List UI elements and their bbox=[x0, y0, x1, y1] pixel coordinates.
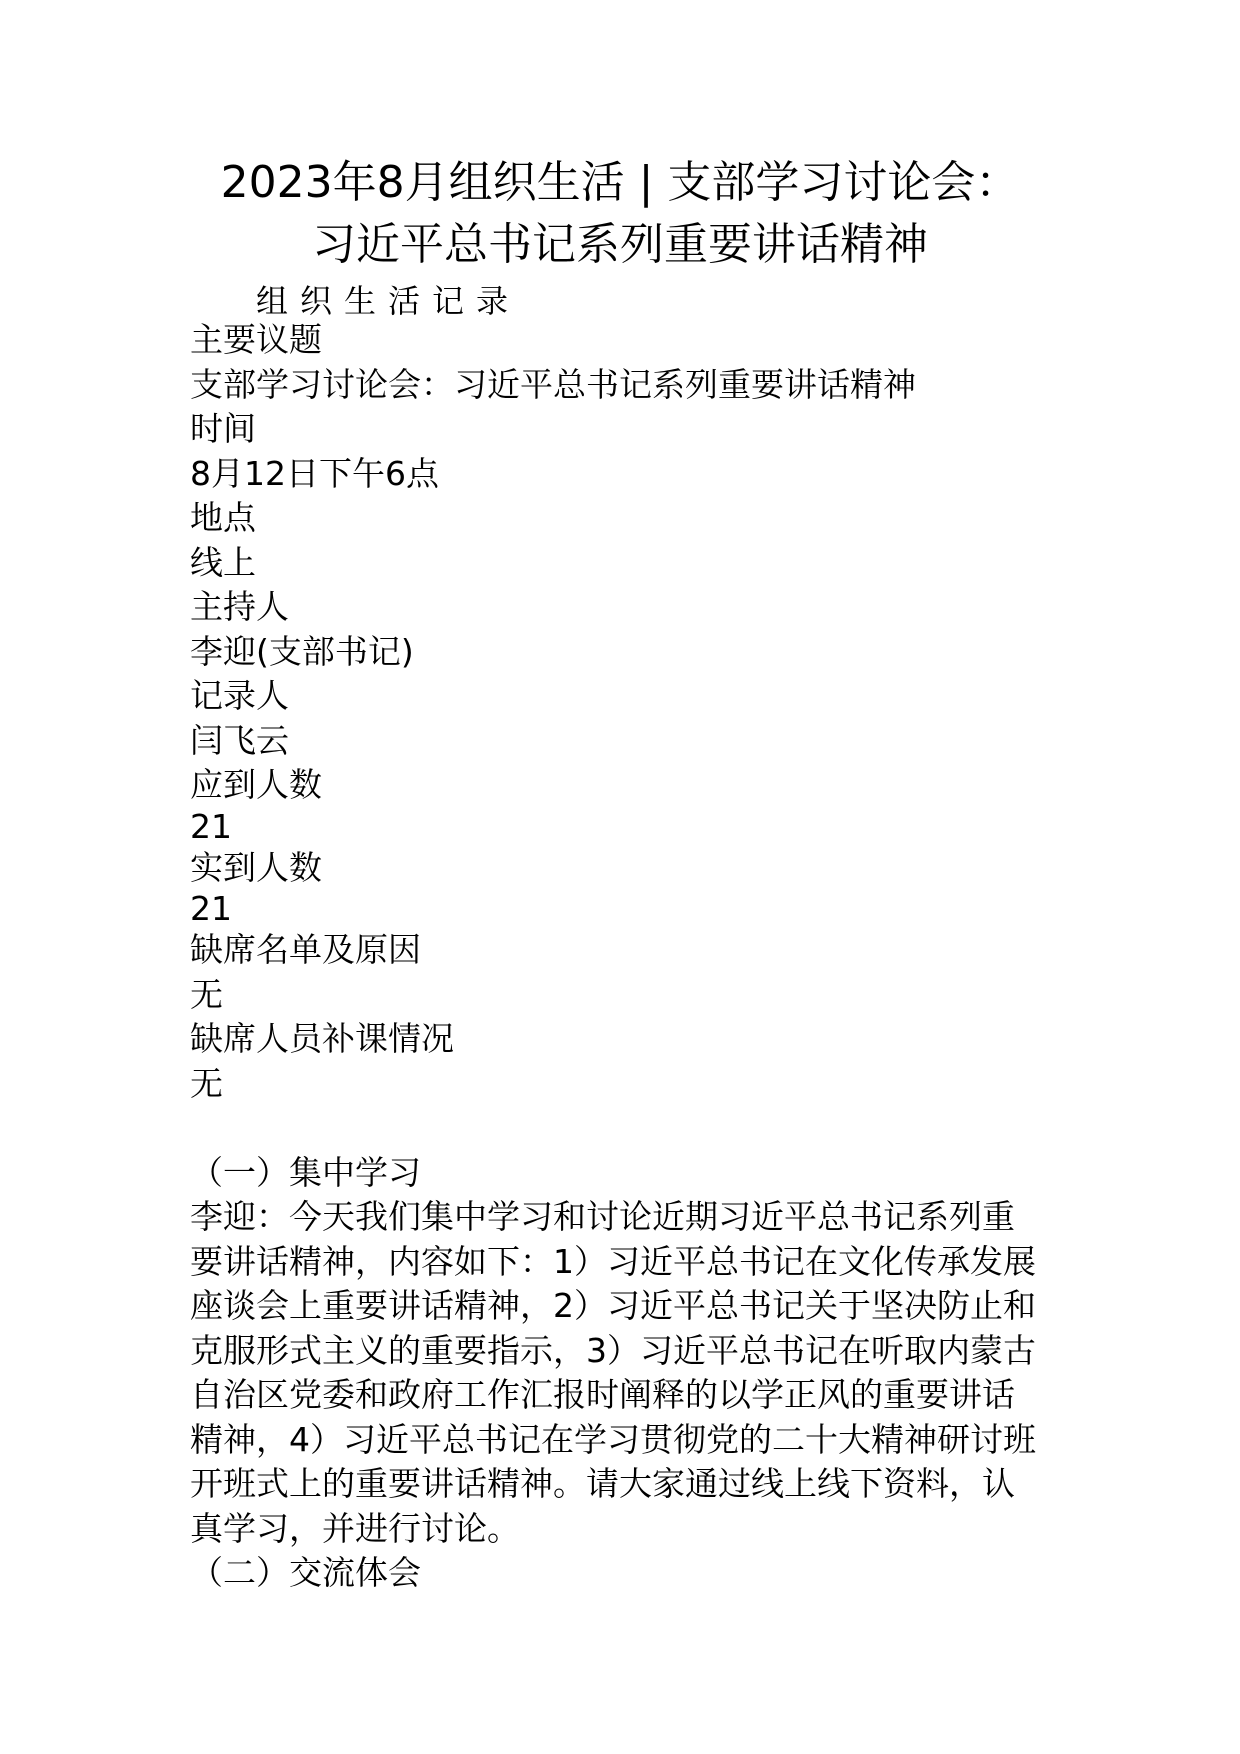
field-value-expected: 21 bbox=[190, 806, 232, 846]
field-value-recorder: 闫飞云 bbox=[190, 720, 289, 760]
field-label-time: 时间 bbox=[190, 409, 256, 448]
field-label-recorder: 记录人 bbox=[190, 676, 289, 715]
field-label-absent: 缺席名单及原因 bbox=[190, 930, 421, 969]
paragraph-line: 精神，4）习近平总书记在学习贯彻党的二十大精神研讨班 bbox=[190, 1419, 1036, 1459]
title-line-2: 习近平总书记系列重要讲话精神 bbox=[312, 219, 928, 270]
paragraph-line: 要讲话精神，内容如下：1）习近平总书记在文化传承发展 bbox=[190, 1241, 1036, 1281]
field-value-absent: 无 bbox=[190, 974, 223, 1014]
field-label-actual: 实到人数 bbox=[190, 847, 322, 887]
subtitle: 组织生活记录 bbox=[256, 282, 521, 320]
paragraph-line: 克服形式主义的重要指示，3）习近平总书记在听取内蒙古 bbox=[190, 1330, 1036, 1370]
paragraph-line: 自治区党委和政府工作汇报时阐释的以学正风的重要讲话 bbox=[190, 1375, 1015, 1414]
spacer bbox=[190, 1106, 1036, 1151]
document-body bbox=[190, 318, 1036, 1596]
field-value-location: 线上 bbox=[190, 542, 256, 582]
section-heading-1: （一）集中学习 bbox=[190, 1152, 421, 1192]
field-value-makeup: 无 bbox=[190, 1063, 223, 1103]
field-label-makeup: 缺席人员补课情况 bbox=[190, 1019, 454, 1058]
field-value-time: 8月12日下午6点 bbox=[190, 453, 439, 493]
field-label-host: 主持人 bbox=[190, 587, 289, 626]
field-label-expected: 应到人数 bbox=[190, 765, 322, 804]
field-label-location: 地点 bbox=[190, 498, 256, 537]
paragraph-line: 真学习，并进行讨论。 bbox=[190, 1508, 520, 1548]
paragraph-line: 开班式上的重要讲话精神。请大家通过线上线下资料，认 bbox=[190, 1464, 1015, 1503]
field-value-actual: 21 bbox=[190, 889, 232, 928]
paragraph-line: 座谈会上重要讲话精神，2）习近平总书记关于坚决防止和 bbox=[190, 1286, 1036, 1325]
field-value-topic: 支部学习讨论会：习近平总书记系列重要讲话精神 bbox=[190, 364, 916, 404]
field-value-host: 李迎(支部书记) bbox=[190, 631, 414, 671]
paragraph-line: 李迎：今天我们集中学习和讨论近期习近平总书记系列重 bbox=[190, 1197, 1015, 1236]
document-title bbox=[0, 152, 1240, 276]
title-line-1: 2023年8月组织生活 | 支部学习讨论会： bbox=[220, 157, 1020, 208]
section-heading-2: （二）交流体会 bbox=[190, 1553, 421, 1592]
field-label-topic: 主要议题 bbox=[190, 320, 322, 359]
